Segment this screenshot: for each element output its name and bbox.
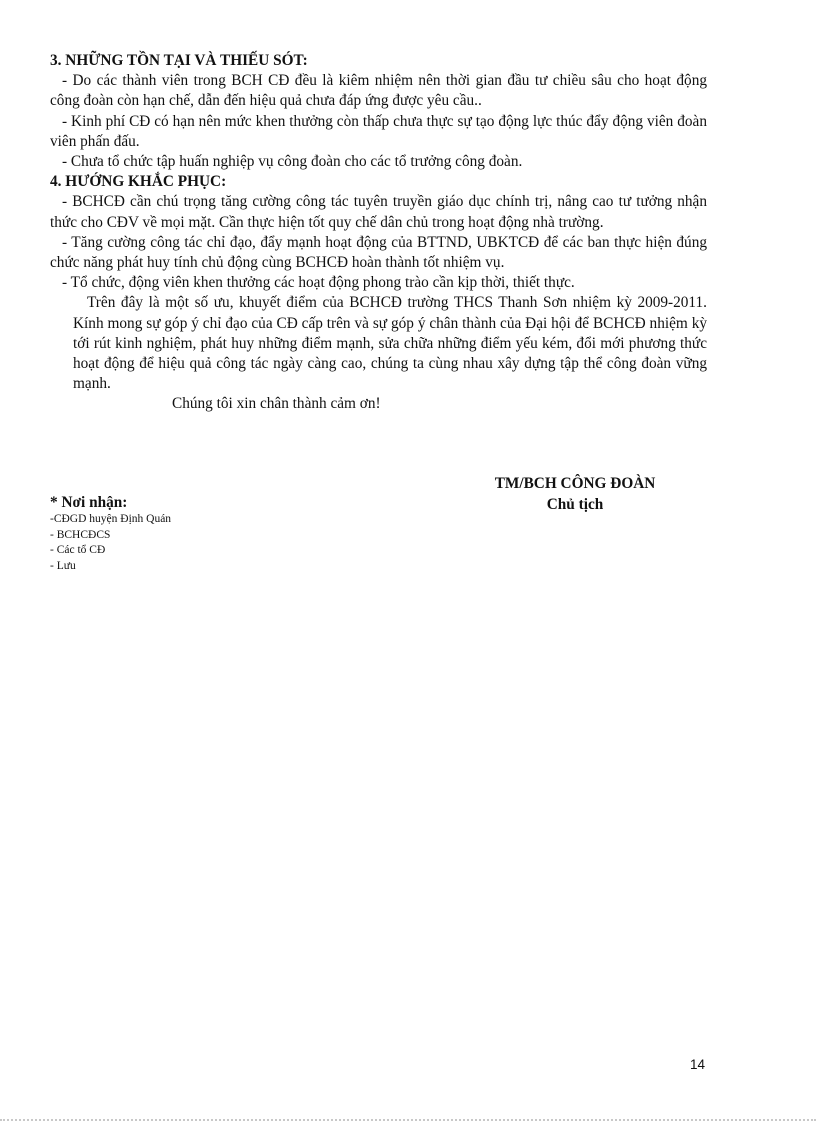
signature-org: TM/BCH CÔNG ĐOÀN [494, 475, 656, 492]
report-body [50, 51, 707, 415]
section-3-item: - Chưa tổ chức tập huấn nghiệp vụ công đoàn cho các tổ trưởng công đoàn. [62, 153, 523, 171]
section-4-item: - Tăng cường công tác chỉ đạo, đẩy mạnh hoạt động của BTTND, UBKTCĐ để các ban thực hiện đúng chức năng phát huy tính chủ động cùng BCHCĐ hoàn thành tốt nhiệm vụ. [50, 233, 707, 272]
section-3-item: - Kinh phí CĐ có hạn nên mức khen thưởng còn thấp chưa thực sự tạo động lực thúc đẩy động viên đoàn viên phấn đấu. [50, 112, 707, 150]
recipient-item: - Lưu [50, 559, 76, 572]
recipients-title: * Nơi nhận: [50, 494, 128, 511]
section-3-heading: 3. NHỮNG TỒN TẠI VÀ THIẾU SÓT: [50, 52, 308, 69]
recipient-item: - BCHCĐCS [50, 528, 111, 541]
recipient-item: -CĐGD huyện Định Quán [50, 513, 172, 525]
summary-paragraph: Trên đây là một số ưu, khuyết điểm của BCHCĐ trường THCS Thanh Sơn nhiệm kỳ 2009-2011. Kính mong sự góp ý chỉ đạo của CĐ cấp trên và sự góp ý chân thành của Đại hội để BCHCĐ nhiệm kỳ tới rút kinh nghiệm, phát huy những điểm mạnh, sửa chữa những điểm yếu kém, đổi mới phương thức hoạt động để hiệu quả công tác ngày càng cao, chúng ta cùng nhau xây dựng tập thể công đoàn vững mạnh. [73, 294, 707, 393]
recipient-item: - Các tổ CĐ [50, 544, 106, 556]
section-4-item: - Tổ chức, động viên khen thưởng các hoạt động phong trào cần kịp thời, thiết thực. [62, 274, 575, 292]
thanks-line: Chúng tôi xin chân thành cảm ơn! [172, 395, 381, 413]
section-3-item: - Do các thành viên trong BCH CĐ đều là kiêm nhiệm nên thời gian đầu tư chiều sâu cho hoạt động công đoàn còn hạn chế, dẫn đến hiệu quả chưa đáp ứng được yêu cầu.. [50, 72, 707, 110]
section-4-item: - BCHCĐ cần chú trọng tăng cường công tác tuyên truyền giáo dục chính trị, nâng cao tư tưởng nhận thức cho CĐV về mọi mặt. Cần thực hiện tốt quy chế dân chủ trong hoạt động nhà trường. [50, 193, 707, 231]
page-bottom-divider [0, 1119, 816, 1121]
signature-block [480, 474, 670, 515]
page-number: 14 [690, 1057, 706, 1072]
signature-role: Chủ tịch [546, 495, 604, 513]
section-4-heading: 4. HƯỚNG KHẮC PHỤC: [50, 173, 227, 191]
recipients-block [50, 494, 171, 574]
